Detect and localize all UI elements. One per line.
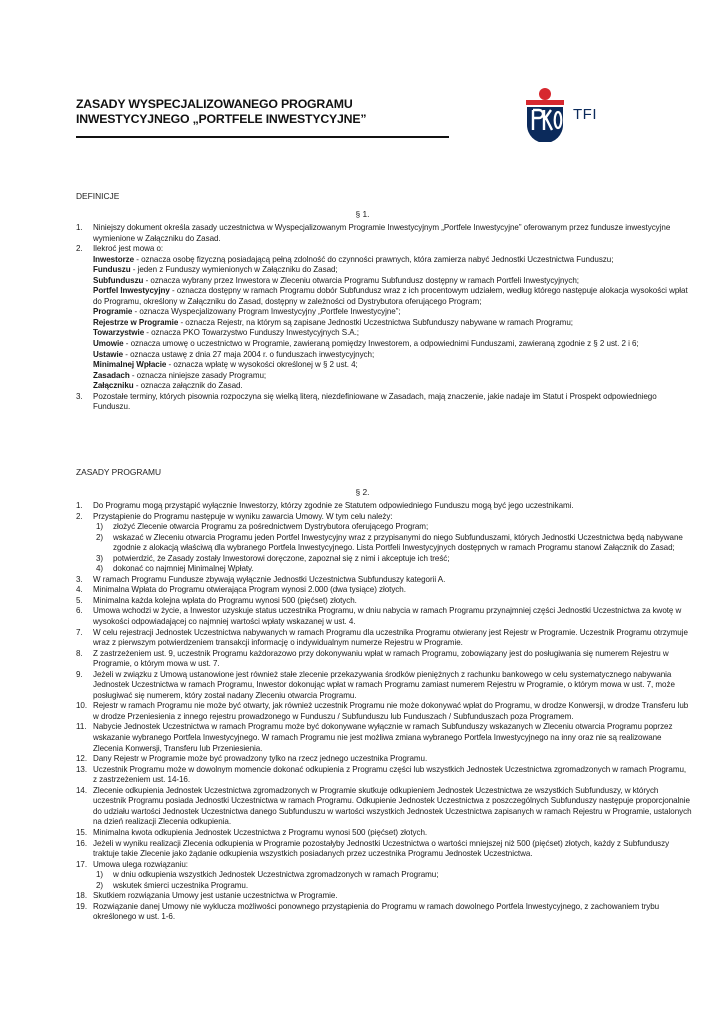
definition-term: Załączniku <box>93 381 134 391</box>
definition-item <box>76 265 692 276</box>
sub-list-text: w dniu odkupienia wszystkich Jednostek Uczestnictwa zgromadzonych w ramach Programu; <box>113 870 439 880</box>
definition-term: Towarzystwie <box>93 328 145 338</box>
sub-list-item <box>76 870 692 881</box>
list-item <box>76 860 692 871</box>
list-number: 1. <box>76 223 83 232</box>
definition-term: Subfunduszu <box>93 275 144 285</box>
definitions-list <box>76 223 692 413</box>
list-number: 2. <box>76 511 83 521</box>
definition-text: - jeden z Funduszy wymienionych w Załączniku do Zasad; <box>130 265 338 275</box>
list-item <box>76 670 692 702</box>
sub-list-number: 2) <box>96 532 104 542</box>
list-number: 6. <box>76 606 83 616</box>
definition-item <box>76 276 692 287</box>
definition-item <box>76 381 692 392</box>
list-text: Rejestr w ramach Programu nie może być otwarty, jak również uczestnik Programu nie może dokonywać wpłat do Programu, w drodze Konwersji, w drodze Transferu lub w drodze Przeniesienia z innego rejestru prowadzonego w Funduszu / Subfunduszu lub Funduszach / Subfunduszach poza Programem. <box>93 701 689 721</box>
sub-list-item <box>76 554 692 565</box>
list-item <box>76 606 692 627</box>
definition-text: - oznacza osobę fizyczną posiadającą pełną zdolność do czynności prawnych, która zamierza nabyć Jednostki Uczestnictwa Funduszu; <box>134 254 614 264</box>
list-number: 17. <box>76 859 88 869</box>
definition-term: Minimalnej Wpłacie <box>93 360 167 370</box>
list-text: Jeżeli w związku z Umową ustanowione jest również stałe zlecenie przekazywania środków pieniężnych z rachunku bankowego w celu systematycznego nabywania Jednostek Uczestnictwa w ramach Programu, Inwestor dokonując wpłat w ramach Programu zamiast numerem Rejestru w Programie, o którym mowa w ust. 7, może posługiwać się numerem, który został nadany Zleceniu otwarcia Programu. <box>93 669 675 700</box>
list-item <box>76 839 692 860</box>
definition-item <box>76 255 692 266</box>
definition-item <box>76 350 692 361</box>
list-number: 4. <box>76 585 83 595</box>
definition-term: Umowie <box>93 339 124 349</box>
logo-tfi-text: TFI <box>573 106 597 123</box>
list-item <box>76 223 692 244</box>
definition-item <box>76 307 692 318</box>
list-number: 2. <box>76 244 83 254</box>
sub-list-text: wskazać w Zleceniu otwarcia Programu jeden Portfel Inwestycyjny wraz z przypisanymi do niego Subfunduszami, których Jednostki Uczestnictwa będą nabywane zgodnie z alokacją właściwą dla wybranego Portfela Inwestycyjnego. Lista Portfeli Inwestycyjnych dostępnych w ramach Programu stanowi Załącznik do Zasad; <box>113 532 683 553</box>
definition-text: - oznacza Rejestr, na którym są zapisane Jednostki Uczestnictwa Subfunduszy nabywane w ramach Programu; <box>178 317 573 327</box>
sub-list-text: potwierdzić, że Zasady zostały Inwestorowi doręczone, zapoznał się z nimi i akceptuje ich treść; <box>113 553 450 563</box>
list-text: Skutkiem rozwiązania Umowy jest ustanie uczestnictwa w Programie. <box>93 891 338 901</box>
list-item <box>76 902 692 923</box>
list-text: Jeżeli w wyniku realizacji Zlecenia odkupienia w Programie pozostałyby Jednostki Uczestnictwa o wartości mniejszej niż 500 (pięćset) złotych, każdy z Subfunduszy traktuje takie Zlecenie jako żądanie odkupienia wszystkich posiadanych przez uczestnika Programu Jednostek Uczestnictwa. <box>93 838 670 859</box>
definition-term: Ustawie <box>93 349 124 359</box>
definition-term: Rejestrze w Programie <box>93 317 179 327</box>
definition-text: - oznacza dostępny w ramach Programu dobór Subfundusz wraz z ich procentowym udziałem, według którego następuje alokacja wysokości wpłat do Programu, określony w Załączniku do Zasad, dostępny w zależności od Dystrybutora oferującego Program; <box>93 286 688 306</box>
list-item <box>76 392 692 413</box>
list-number: 15. <box>76 827 88 837</box>
list-number: 11. <box>76 722 87 732</box>
list-item <box>76 754 692 765</box>
list-text: Minimalna kwota odkupienia Jednostek Uczestnictwa z Programu wynosi 500 (pięćset) złotych. <box>93 827 428 837</box>
section-heading-definitions: DEFINICJE <box>76 191 120 201</box>
list-text: Do Programu mogą przystąpić wyłącznie Inwestorzy, którzy zgodnie ze Statutem odpowiedniego Funduszu mogą być jego uczestnikami. <box>93 501 574 510</box>
definition-text: - oznacza wybrany przez Inwestora w Zleceniu otwarcia Programu Subfundusz dostępny w ramach Portfeli Inwestycyjnych; <box>143 275 579 285</box>
sub-list-text: złożyć Zlecenie otwarcia Programu za pośrednictwem Dystrybutora oferującego Program; <box>113 522 429 532</box>
definition-text: - oznacza ustawę z dnia 27 maja 2004 r. o funduszach inwestycyjnych; <box>123 349 375 359</box>
list-text: W ramach Programu Fundusze zbywają wyłącznie Jednostki Uczestnictwa Subfunduszy kategorii A. <box>93 574 446 584</box>
sub-list-number: 2) <box>96 880 104 890</box>
list-text: Dany Rejestr w Programie może być prowadzony tylko na rzecz jednego uczestnika Programu. <box>93 754 428 764</box>
list-item <box>76 596 692 607</box>
list-number: 7. <box>76 627 83 637</box>
definition-term: Inwestorze <box>93 254 135 264</box>
sub-list-number: 1) <box>96 870 104 880</box>
list-text: Umowa wchodzi w życie, a Inwestor uzyskuje status uczestnika Programu, w dniu nabycia w ramach Programu przynajmniej części Jednostki Uczestnictwa za kwotę w wysokości odpowiadającej co najmniej wartości wpłaty wskazanej w ust. 4. <box>93 606 682 627</box>
list-number: 10. <box>76 701 88 711</box>
list-text: Minimalna każda kolejna wpłata do Programu wynosi 500 (pięćset) złotych. <box>93 595 357 605</box>
sub-list-item <box>76 564 692 575</box>
list-item <box>76 585 692 596</box>
paragraph-mark-2: § 2. <box>355 487 370 497</box>
rules-list <box>76 501 692 923</box>
definition-text: - oznacza załącznik do Zasad. <box>133 381 243 391</box>
list-text: Umowa ulega rozwiązaniu: <box>93 859 188 869</box>
list-number: 8. <box>76 648 83 658</box>
sub-list-text: wskutek śmierci uczestnika Programu. <box>113 880 249 890</box>
list-text: Rozwiązanie danej Umowy nie wyklucza możliwości ponownego przystąpienia do Programu w ramach dowolnego Portfela Inwestycyjnego, z zachowaniem trybu określonego w ust. 1-6. <box>93 901 660 922</box>
sub-list-item <box>76 522 692 533</box>
list-item <box>76 512 692 523</box>
list-item <box>76 891 692 902</box>
paragraph-mark-1: § 1. <box>355 209 370 219</box>
list-text: Niniejszy dokument określa zasady uczestnictwa w Wyspecjalizowanym Programie Inwestycyjnym „Portfele Inwestycyjne” oferowanym przez fundusze inwestycyjne wymienione w Załączniku do Zasad. <box>93 223 671 243</box>
title-line-2: INWESTYCYJNEGO „PORTFELE INWESTYCYJNE” <box>76 112 367 126</box>
list-number: 14. <box>76 785 88 795</box>
list-text: Pozostałe terminy, których pisownia rozpoczyna się wielką literą, niezdefiniowane w Zasadach, mają znaczenie, jakie nadaje im Statut i Prospekt odpowiedniego Funduszu. <box>93 391 657 412</box>
sub-list-number: 1) <box>96 522 104 532</box>
definition-term: Programie <box>93 307 133 317</box>
title-line-1: ZASADY WYSPECJALIZOWANEGO PROGRAMU <box>76 97 353 111</box>
list-text: Z zastrzeżeniem ust. 9, uczestnik Programu każdorazowo przy dokonywaniu wpłat w ramach Programu, zobowiązany jest do posługiwania się numerem Rejestru w Programie, o którym mowa w ust. 7. <box>93 648 669 669</box>
title-underline <box>76 136 449 138</box>
definition-item <box>76 286 692 307</box>
list-number: 18. <box>76 891 88 901</box>
definition-term: Portfel Inwestycyjny <box>93 286 170 296</box>
document-title <box>76 97 456 127</box>
list-item <box>76 765 692 786</box>
definition-text: - oznacza wpłatę w wysokości określonej w § 2 ust. 4; <box>166 360 358 370</box>
sub-list-text: dokonać co najmniej Minimalnej Wpłaty. <box>113 564 254 574</box>
list-number: 3. <box>76 391 83 401</box>
definition-item <box>76 328 692 339</box>
list-number: 3. <box>76 574 83 584</box>
terms-list <box>76 255 692 392</box>
definition-item <box>76 360 692 371</box>
list-number: 9. <box>76 669 83 679</box>
list-number: 19. <box>76 901 88 911</box>
list-item <box>76 649 692 670</box>
list-item <box>76 701 692 722</box>
list-item <box>76 244 692 255</box>
definition-item <box>76 318 692 329</box>
list-item <box>76 722 692 754</box>
definition-text: - oznacza PKO Towarzystwo Funduszy Inwestycyjnych S.A.; <box>144 328 359 338</box>
sub-list-number: 4) <box>96 564 104 574</box>
list-text: Przystąpienie do Programu następuje w wyniku zawarcia Umowy. W tym celu należy: <box>93 511 393 521</box>
list-item <box>76 575 692 586</box>
list-text: Uczestnik Programu może w dowolnym momencie dokonać odkupienia z Programu części lub wszystkich Jednostek Uczestnictwa zgromadzonych w ramach Programu, z zastrzeżeniem ust. 14-16. <box>93 764 687 785</box>
definition-item <box>76 339 692 350</box>
list-number: 13. <box>76 764 88 774</box>
definition-term: Funduszu <box>93 265 131 275</box>
definition-text: - oznacza umowę o uczestnictwo w Programie, zawieraną pomiędzy Inwestorem, a odpowiednimi Funduszami, zawieraną zgodnie z § 2 ust. 2 i 6; <box>123 339 639 349</box>
list-item <box>76 786 692 828</box>
list-item <box>76 628 692 649</box>
list-text: Nabycie Jednostek Uczestnictwa w ramach Programu może być dokonywane wyłącznie w ramach Subfunduszy wskazanych w Zleceniu otwarcia Programu poprzez wskazanie wybranego Portfela Inwestycyjnego. W ramach Programu nie jest możliwa zmiana wybranego Portfela Inwestycyjnego na inny oraz nie są realizowane Zlecenia Konwersji, Transferu lub Przeniesienia. <box>93 722 673 753</box>
definition-text: - oznacza Wyspecjalizowany Program Inwestycyjny „Portfele Inwestycyjne”; <box>132 307 401 317</box>
definition-item <box>76 371 692 382</box>
list-number: 1. <box>76 501 83 510</box>
list-text: Minimalna Wpłata do Programu otwierająca Program wynosi 2.000 (dwa tysiące) złotych. <box>93 585 406 595</box>
list-item <box>76 501 692 512</box>
list-number: 16. <box>76 838 88 848</box>
list-number: 5. <box>76 595 83 605</box>
definition-text: - oznacza niniejsze zasady Programu; <box>129 370 267 380</box>
sub-list-item <box>76 533 692 554</box>
list-text: Zlecenie odkupienia Jednostek Uczestnictwa zgromadzonych w Programie skutkuje odkupieniem Jednostek Uczestnictwa ze wszystkich Subfunduszy, w których uczestnik Programu posiada Jednostki Uczestnictwa w ramach Programu. Odkupienie Jednostek Uczestnictwa z poszczególnych Subfunduszy następuje proporcjonalnie do udziału wartości Jednostek Uczestnictwa danego Subfunduszu w wartości wszystkich Jednostek Uczestnictwa zapisanych w ramach Rejestru w Programie, ustalonych na dzień realizacji Zlecenia odkupienia. <box>93 785 692 827</box>
sub-list-number: 3) <box>96 553 104 563</box>
sub-list-item <box>76 881 692 892</box>
definition-term: Zasadach <box>93 370 130 380</box>
list-text: W celu rejestracji Jednostek Uczestnictwa nabywanych w ramach Programu dla uczestnika Programu otwierany jest Rejestr w Programie. Uczestnik Programu otrzymuje wraz z pierwszym potwierdzeniem transakcji informację o indywidualnym numerze Rejestru w Programie. <box>93 627 688 648</box>
section-heading-rules: ZASADY PROGRAMU <box>76 467 162 477</box>
list-number: 12. <box>76 754 88 764</box>
list-text: Ilekroć jest mowa o: <box>93 244 164 254</box>
list-item <box>76 828 692 839</box>
